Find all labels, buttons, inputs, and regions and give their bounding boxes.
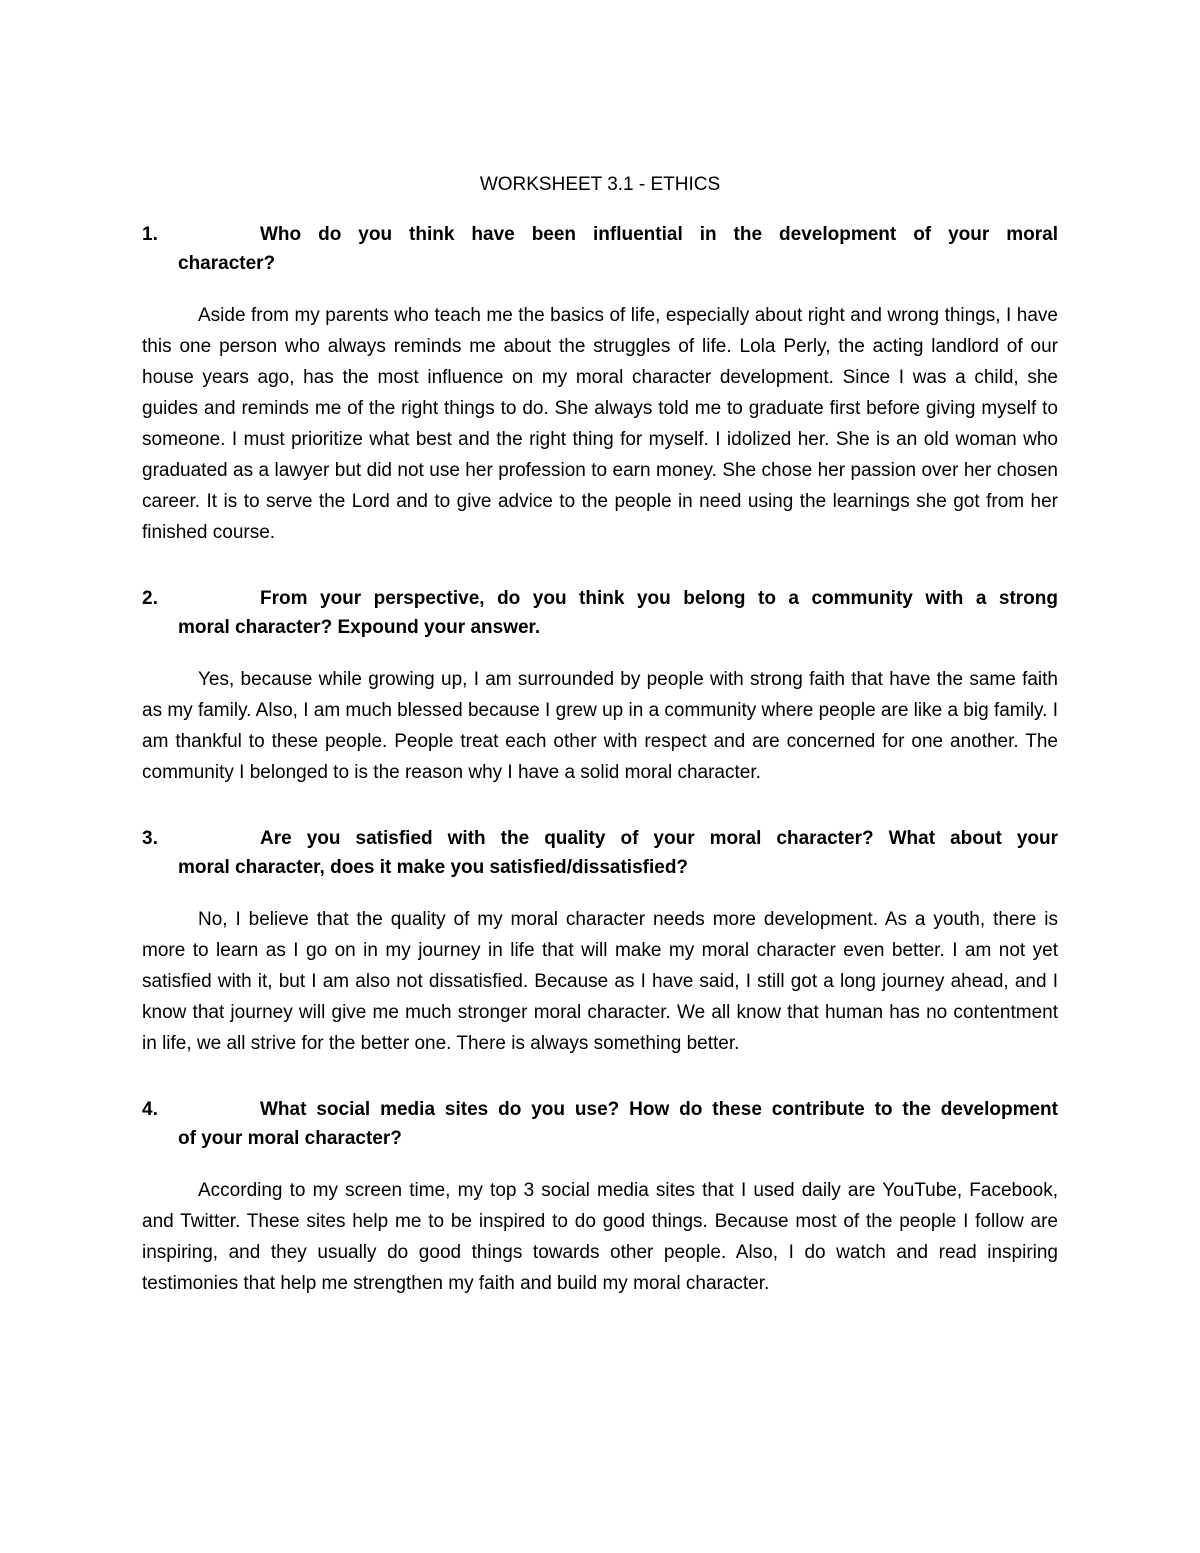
answer-3: No, I believe that the quality of my moral character needs more development. As a youth, there is more to learn as I go on in my journey in life that will make my moral character even better. I am not yet satisfied with it, but I am also not dissatisfied. Because as I have said, I still got a long journey ahead, and I know that journey will give me much stronger moral character. We all know that human has no contentment in life, we all strive for the better one. There is always something better. <box>142 909 1058 1054</box>
question-2 <box>142 584 1058 642</box>
question-text-line2: moral character, does it make you satisfied/dissatisfied? <box>178 857 689 878</box>
question-1 <box>142 220 1058 278</box>
question-text-line2: character? <box>178 253 276 274</box>
question-number: 4. <box>142 1099 158 1120</box>
question-number: 2. <box>142 588 158 609</box>
question-text-line1: Are you satisfied with the quality of your moral character? What about your <box>260 828 1058 849</box>
question-number: 1. <box>142 224 158 245</box>
question-3 <box>142 824 1058 882</box>
question-number: 3. <box>142 828 158 849</box>
worksheet-title: WORKSHEET 3.1 - ETHICS <box>479 174 721 195</box>
answer-2: Yes, because while growing up, I am surrounded by people with strong faith that have the same faith as my family. Also, I am much blessed because I grew up in a community where people are like a big family. I am thankful to these people. People treat each other with respect and are concerned for one another. The community I belonged to is the reason why I have a solid moral character. <box>142 669 1058 783</box>
answer-4: According to my screen time, my top 3 social media sites that I used daily are YouTube, Facebook, and Twitter. These sites help me to be inspired to do good things. Because most of the people I follow are inspiring, and they usually do good things towards other people. Also, I do watch and read inspiring testimonies that help me strengthen my faith and build my moral character. <box>142 1180 1058 1294</box>
question-text-line1: Who do you think have been influential in the development of your moral <box>260 224 1058 245</box>
question-4 <box>142 1095 1058 1153</box>
question-text-line1: What social media sites do you use? How do these contribute to the development <box>260 1099 1058 1120</box>
document-page <box>142 170 1058 1335</box>
question-text-line2: moral character? Expound your answer. <box>178 617 541 638</box>
answer-1: Aside from my parents who teach me the basics of life, especially about right and wrong things, I have this one person who always reminds me about the struggles of life. Lola Perly, the acting landlord of our house years ago, has the most influence on my moral character development. Since I was a child, she guides and reminds me of the right things to do. She always told me to graduate first before giving myself to someone. I must prioritize what best and the right thing for myself. I idolized her. She is an old woman who graduated as a lawyer but did not use her profession to earn money. She chose her passion over her chosen career. It is to serve the Lord and to give advice to the people in need using the learnings she got from her finished course. <box>142 305 1058 543</box>
question-text-line2: of your moral character? <box>178 1128 402 1149</box>
question-text-line1: From your perspective, do you think you belong to a community with a strong <box>260 588 1058 609</box>
